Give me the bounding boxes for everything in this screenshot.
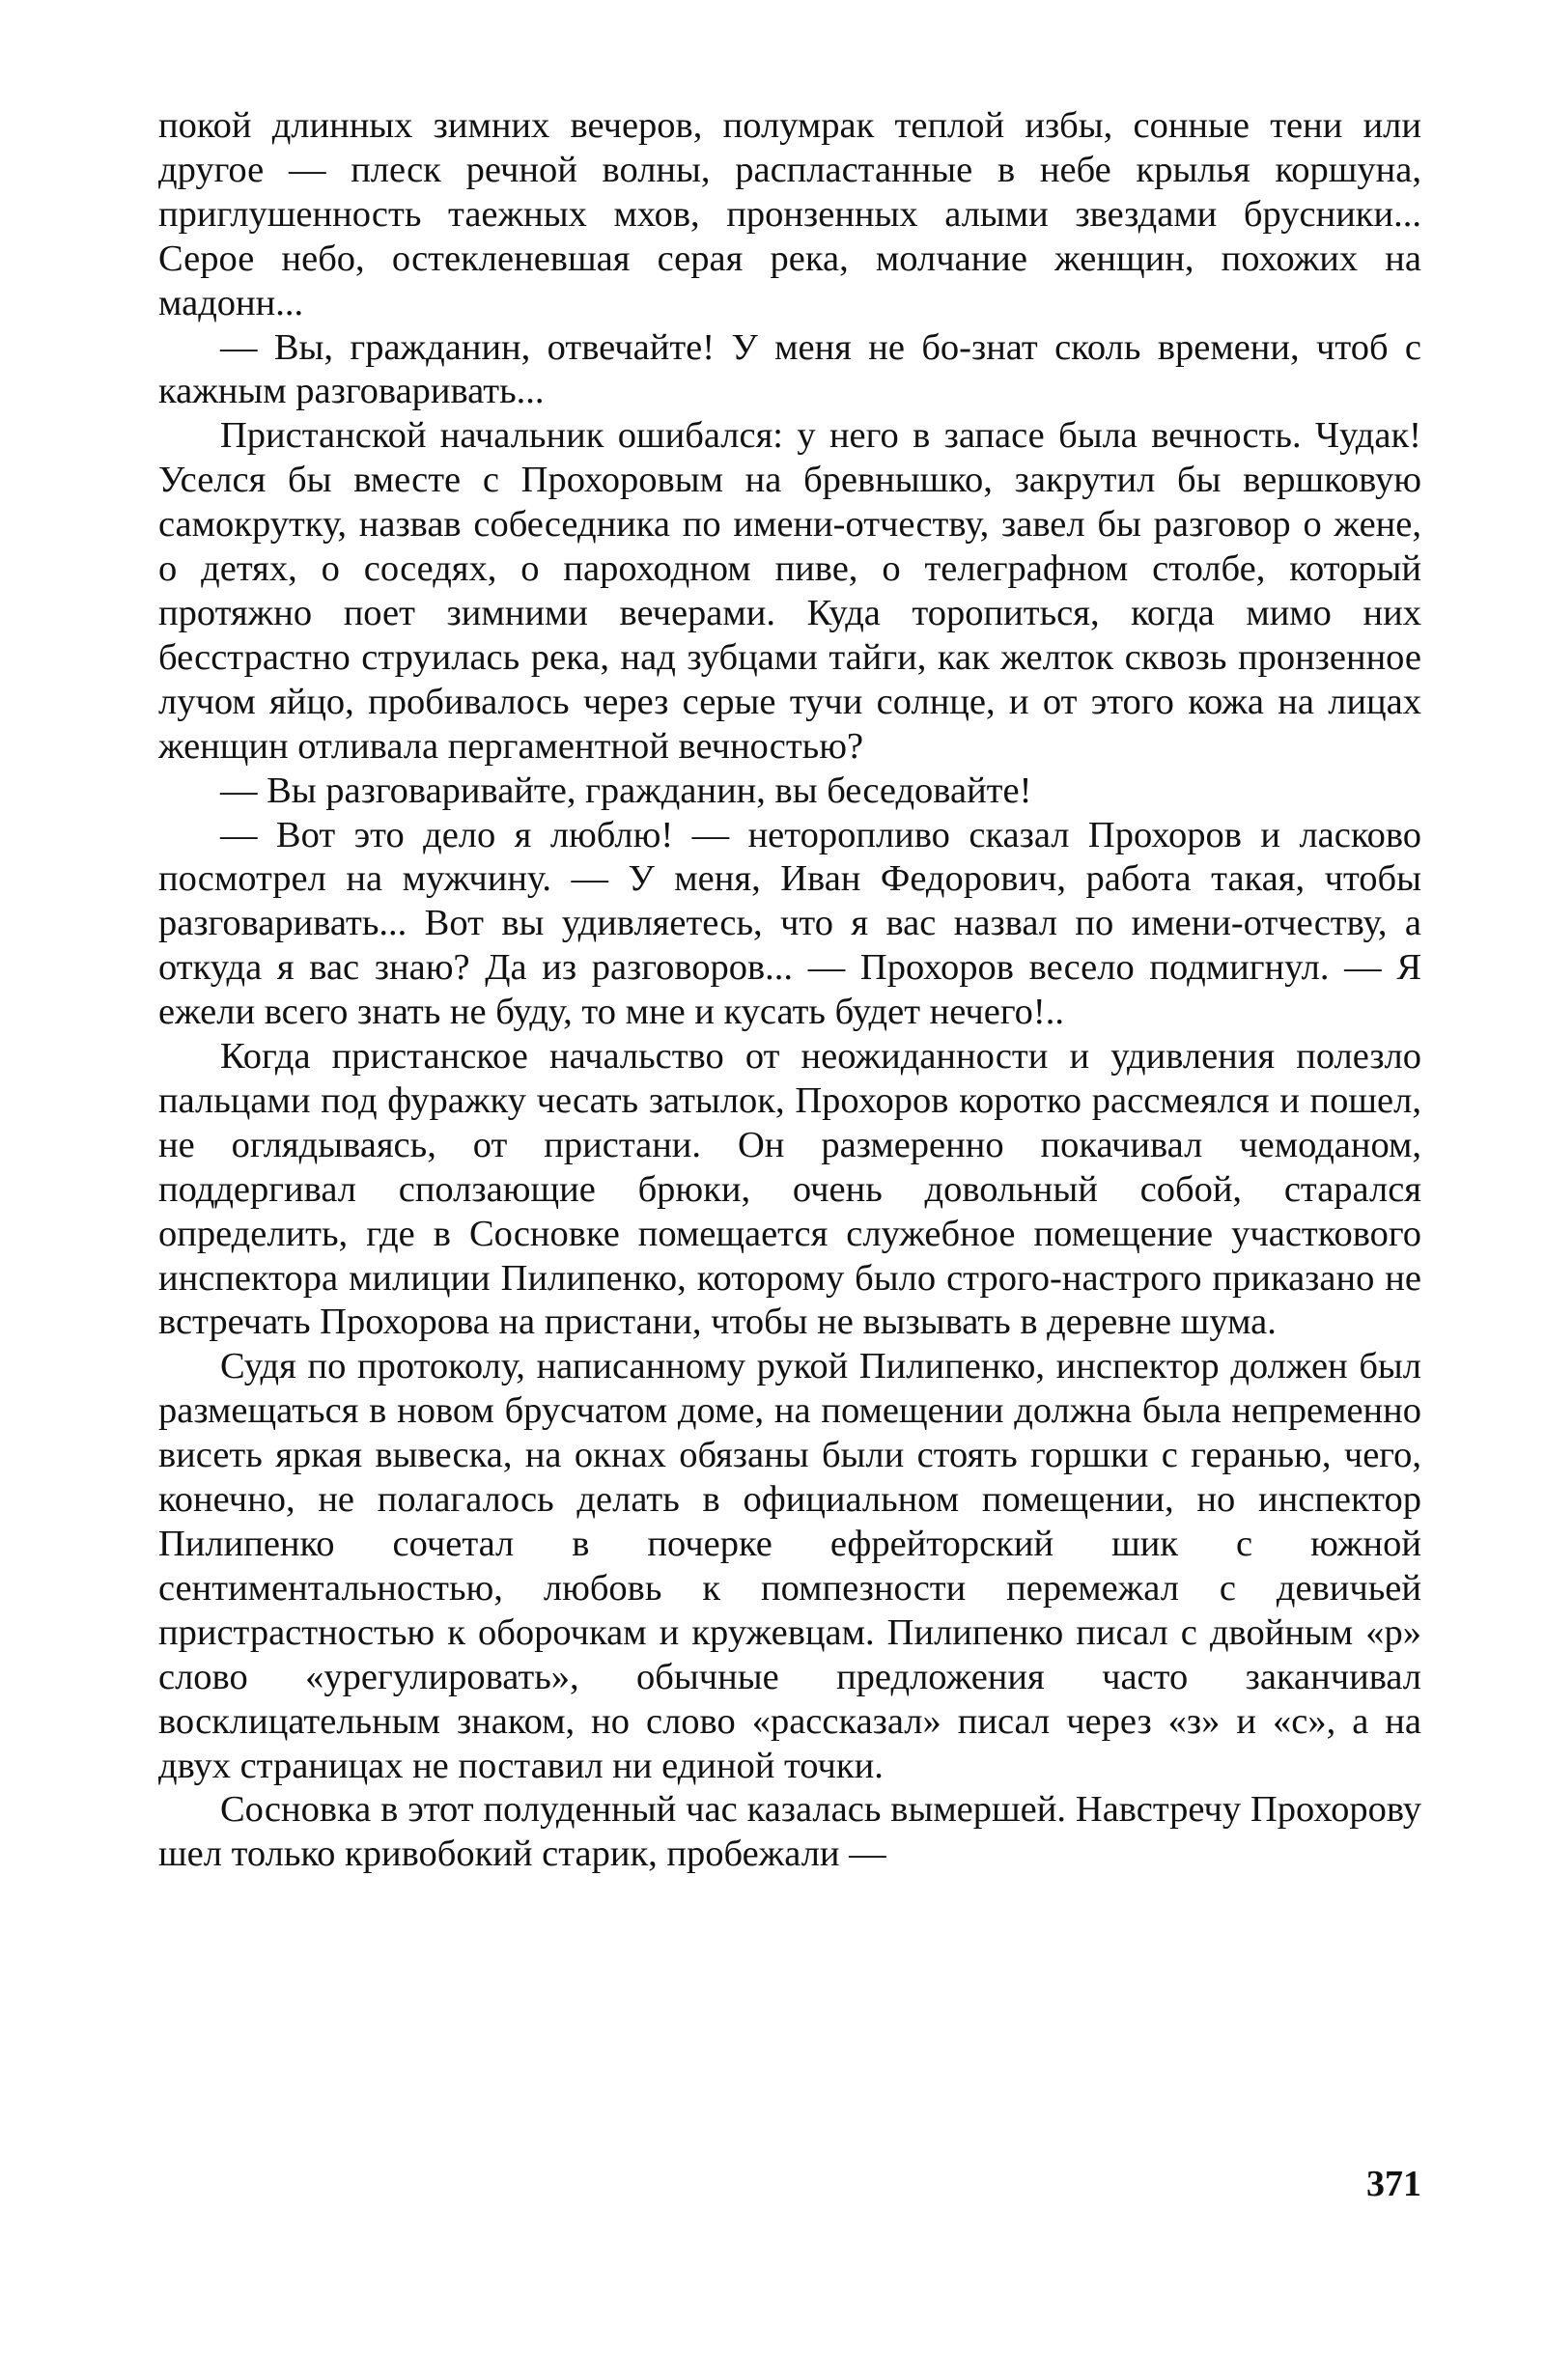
paragraph-1: покой длинных зимних вечеров, полумрак теплой избы, сонные тени или другое — плеск речной волны, распластанные в небе крылья коршуна, приглушенность таежных мхов, пронзенных алыми звездами брусники... Серое небо, остекленевшая серая река, молчание женщин, похожих на мадонн... (158, 105, 1421, 323)
paragraph-8: Сосновка в этот полуденный час казалась вымершей. Навстречу Прохорову шел только кривобокий старик, пробежали — (158, 1789, 1421, 1875)
paragraph-4: — Вы разговаривайте, гражданин, вы беседовайте! (220, 770, 1032, 811)
paragraph-6: Когда пристанское начальство от неожиданности и удивления полезло пальцами под фуражку чесать затылок, Прохоров коротко рассмеялся и пошел, не оглядываясь, от пристани. Он размеренно покачивал чемоданом, поддергивал сползающие брюки, очень довольный собой, старался определить, где в Сосновке помещается служебное помещение участкового инспектора милиции Пилипенко, которому было строго-настрого приказано не встречать Прохорова на пристани, чтобы не вызывать в деревне шума. (158, 1036, 1421, 1343)
paragraph-3: Пристанской начальник ошибался: у него в запасе была вечность. Чудак! Уселся бы вместе с Прохоровым на бревнышко, закрутил бы вершковую самокрутку, назвав собеседника по имени-отчеству, завел бы разговор о жене, о детях, о соседях, о пароходном пиве, о телеграфном столбе, который протяжно поет зимними вечерами. Куда торопиться, когда мимо них бесстрастно струилась река, над зубцами тайги, как желток сквозь пронзенное лучом яйцо, пробивалось через серые тучи солнце, и от этого кожа на лицах женщин отливала пергаментной вечностью? (158, 415, 1421, 767)
page-number: 371 (1366, 2164, 1421, 2204)
paragraph-7: Судя по протоколу, написанному рукой Пилипенко, инспектор должен был размещаться в новом брусчатом доме, на помещении должна была непременно висеть яркая вывеска, на окнах обязаны были стоять горшки с геранью, чего, конечно, не полагалось делать в официальном помещении, но инспектор Пилипенко сочетал в почерке ефрейторский шик с южной сентиментальностью, любовь к помпезности перемежал с девичьей пристрастностью к оборочкам и кружевцам. Пилипенко писал с двойным «р» слово «урегулировать», обычные предложения часто заканчивал восклицательным знаком, но слово «рассказал» писал через «з» и «с», а на двух страницах не поставил ни единой точки. (158, 1346, 1421, 1786)
body-text (158, 104, 1421, 1877)
paragraph-2: — Вы, гражданин, отвечайте! У меня не бо-знат сколь времени, чтоб с кажным разговаривать... (158, 326, 1421, 412)
paragraph-5: — Вот это дело я люблю! — неторопливо сказал Прохоров и ласково посмотрел на мужчину. — У меня, Иван Федорович, работа такая, чтобы разговаривать... Вот вы удивляетесь, что я вас назвал по имени-отчеству, а откуда я вас знаю? Да из разговоров... — Прохоров весело подмигнул. — Я ежели всего знать не буду, то мне и кусать будет нечего!.. (158, 814, 1421, 1033)
